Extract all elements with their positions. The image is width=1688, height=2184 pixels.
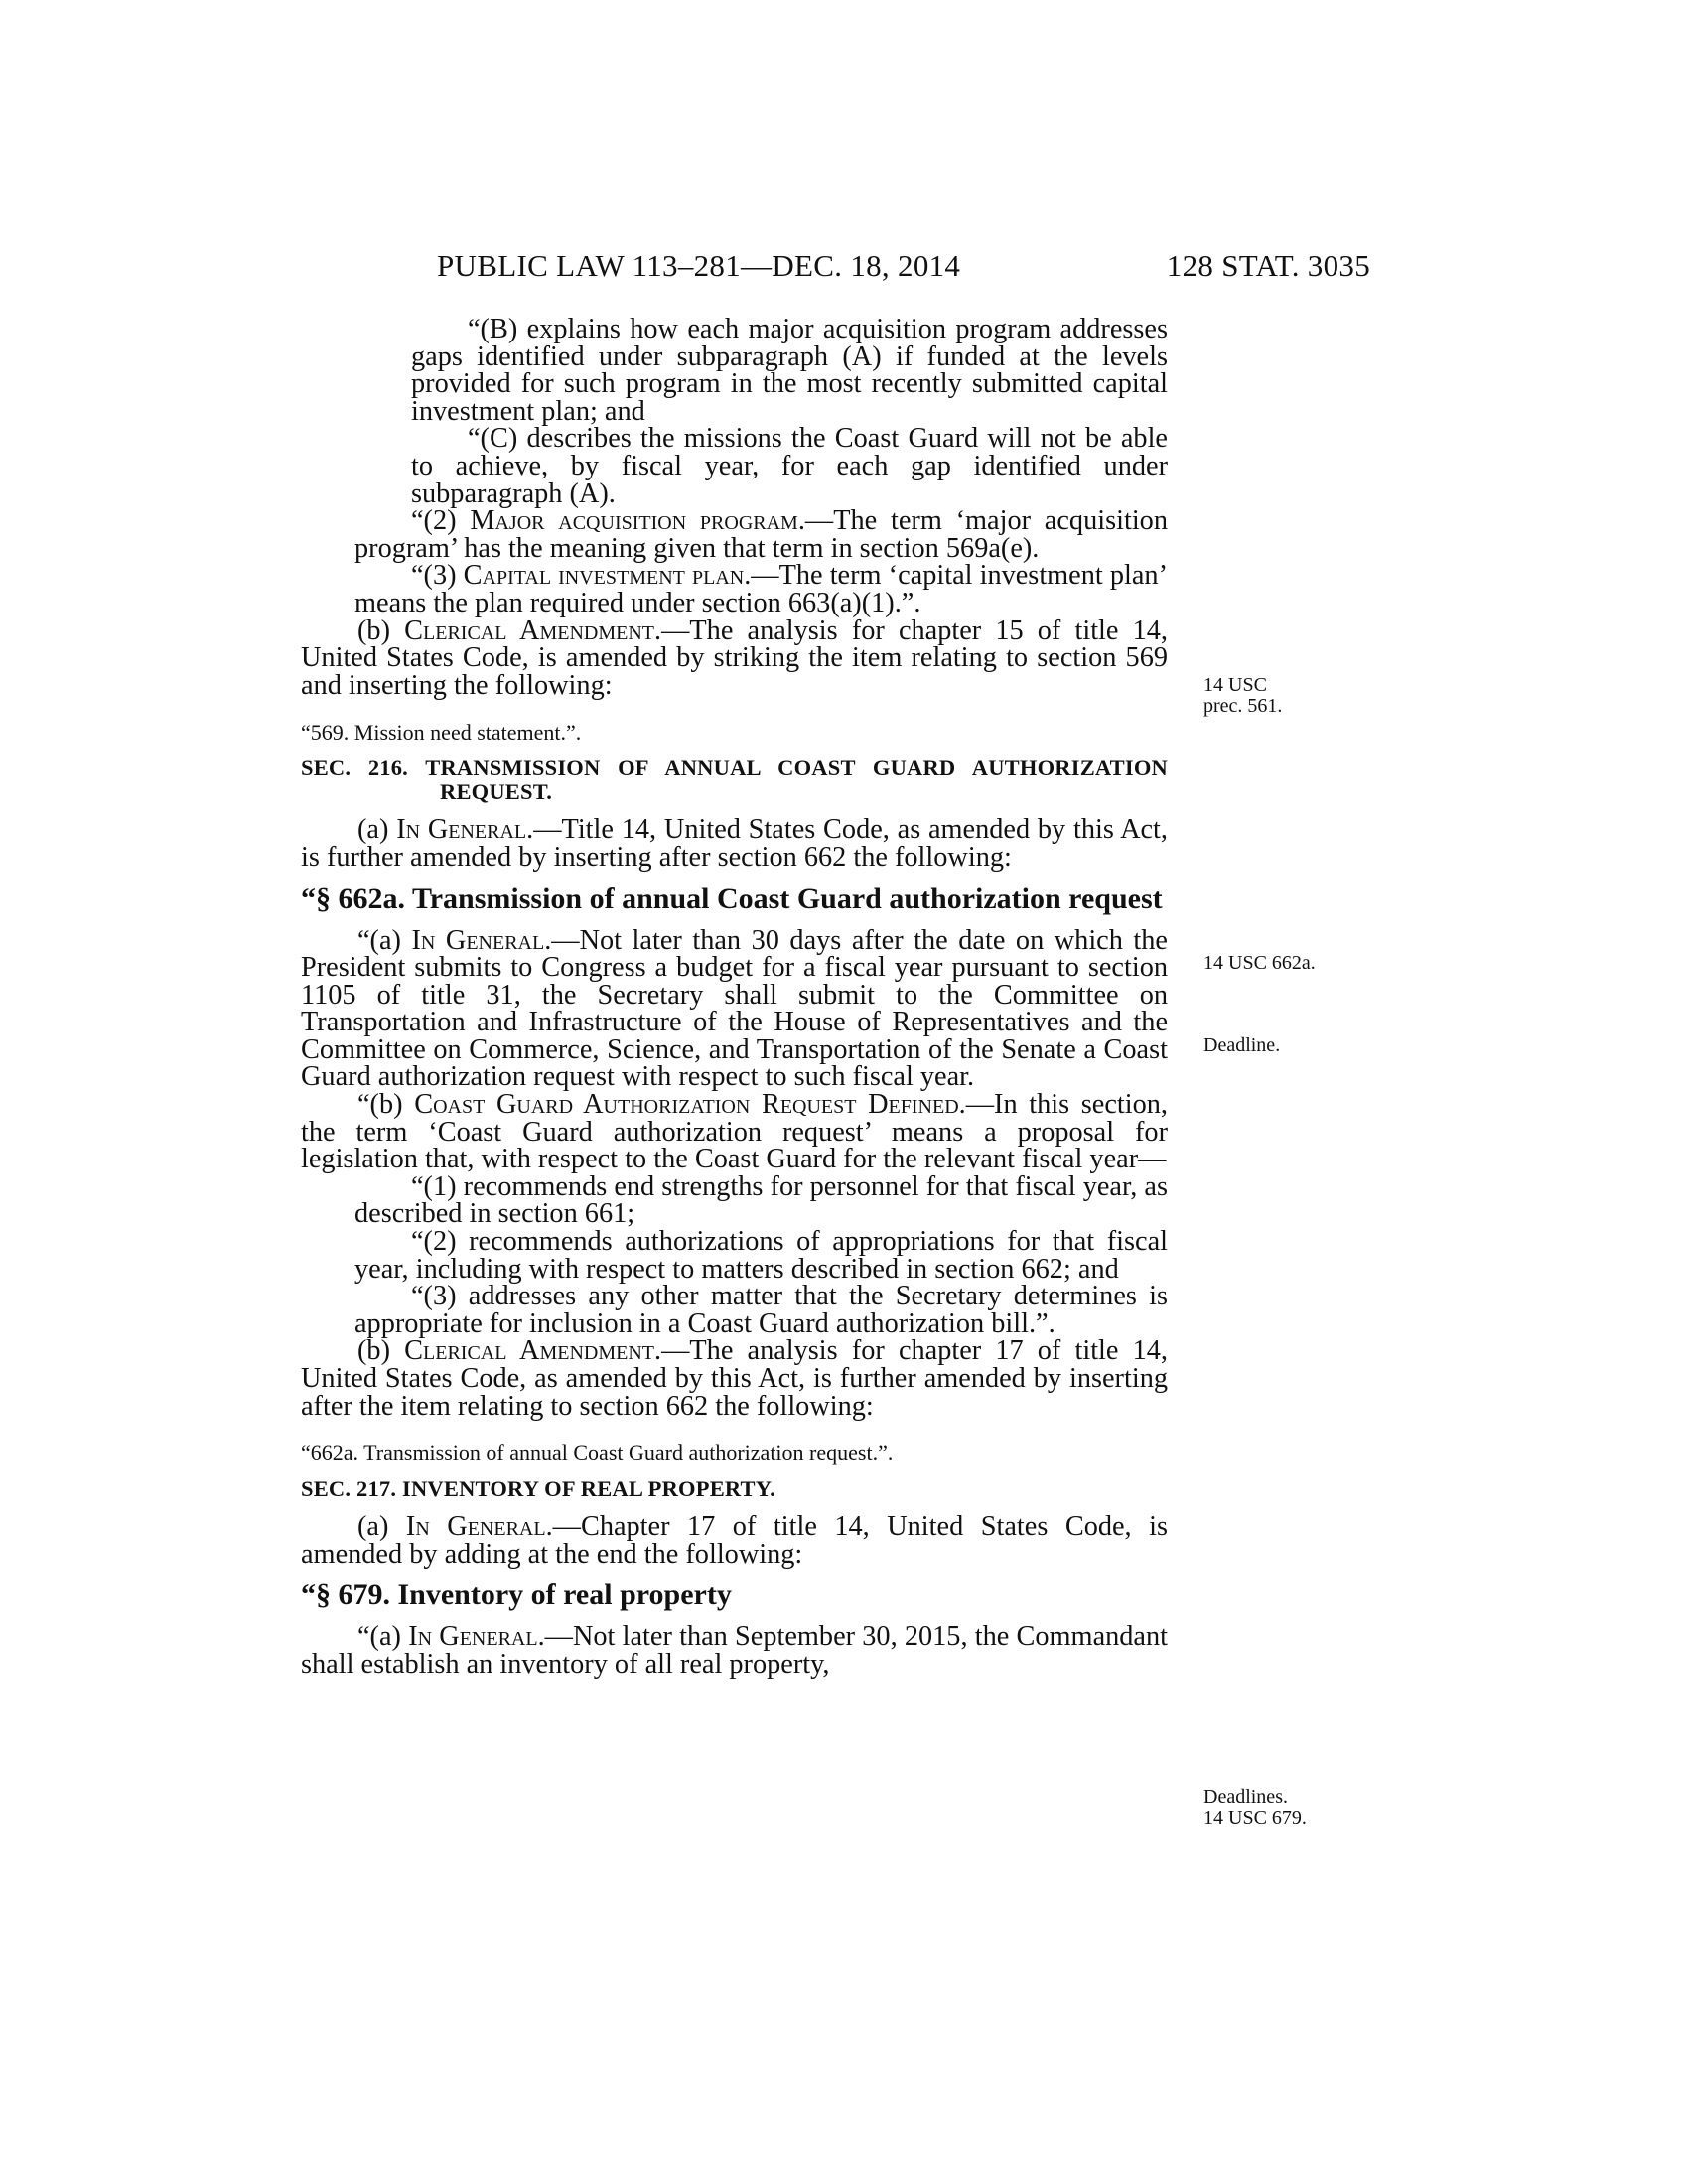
paragraph-a-in-general-216: (a) In General.—Title 14, United States Code, as amended by this Act, is further amended by inserting after section 662 the following: (301, 814, 1168, 873)
paragraph-2-major-acquisition: “(2) Major acquisition program.—The term ‘major acquisition program’ has the meaning given that term in section 569a(e). (354, 505, 1168, 564)
running-header (437, 248, 1370, 288)
margin-note-14-usc-662a: 14 USC 662a. (1203, 952, 1316, 974)
statute-body (301, 316, 1168, 1679)
paragraph-b-clerical-amendment-216: (b) Clerical Amendment.—The analysis for chapter 17 of title 14, United States Code, as amended by this Act, is further amended by inserting after the item relating to section 662 the following: (301, 1335, 1168, 1422)
statute-page-number: 128 STAT. 3035 (1166, 248, 1370, 283)
section-216-heading: SEC. 216. TRANSMISSION OF ANNUAL COAST GUARD AUTHORIZATION REQUEST. (301, 755, 1168, 805)
section-217-heading: SEC. 217. INVENTORY OF REAL PROPERTY. (301, 1476, 775, 1502)
section-679-heading: “§ 679. Inventory of real property (301, 1578, 732, 1612)
paragraph-a-in-general-217: (a) In General.—Chapter 17 of title 14, United States Code, is amended by adding at the end the following: (301, 1511, 1168, 1570)
table-of-contents-item-662a: “662a. Transmission of annual Coast Guard authorization request.”. (301, 1440, 894, 1466)
section-662a-heading: “§ 662a. Transmission of annual Coast Guard authorization request (301, 882, 1163, 915)
paragraph-a-in-general-679: “(a) In General.—Not later than September 30, 2015, the Commandant shall establish an inventory of all real property, (301, 1621, 1168, 1680)
paragraph-3-other-matter: “(3) addresses any other matter that the Secretary determines is appropriate for inclusion in a Coast Guard authorization bill.”. (354, 1281, 1168, 1339)
public-law-citation: PUBLIC LAW 113–281—DEC. 18, 2014 (437, 248, 961, 283)
paragraph-b-explains: “(B) explains how each major acquisition program addresses gaps identified under subparagraph (A) if funded at the levels provided for such program in the most recently submitted capital investment plan; and (411, 314, 1168, 427)
paragraph-b-clerical-amendment: (b) Clerical Amendment.—The analysis for chapter 15 of title 14, United States Code, is amended by striking the item relating to section 569 and inserting the following: (301, 614, 1168, 701)
paragraph-c-describes: “(C) describes the missions the Coast Guard will not be able to achieve, by fiscal year, for each gap identified under subparagraph (A). (411, 423, 1168, 509)
table-of-contents-item-569: “569. Mission need statement.”. (301, 720, 582, 746)
paragraph-b-request-defined: “(b) Coast Guard Authorization Request Defined.—In this section, the term ‘Coast Guard authorization request’ means a proposal for legislation that, with respect to the Coast Guard for the relevant fiscal year— (301, 1089, 1169, 1175)
margin-note-14-usc-prec-561: 14 USC prec. 561. (1203, 674, 1283, 717)
margin-note-deadline: Deadline. (1203, 1034, 1281, 1056)
margin-note-deadlines-14-usc-679: Deadlines. 14 USC 679. (1203, 1786, 1307, 1829)
paragraph-a-in-general-662a: “(a) In General.—Not later than 30 days after the date on which the President submits to Congress a budget for a fiscal year pursuant to section 1105 of title 31, the Secretary shall submit to the Committee on Transportation and Infrastructure of the House of Representatives and the Committee on Commerce, Science, and Transportation of the Senate a Coast Guard authorization request with respect to such fiscal year. (301, 924, 1168, 1093)
paragraph-3-capital-investment: “(3) Capital investment plan.—The term ‘capital investment plan’ means the plan required under section 663(a)(1).”. (354, 560, 1168, 618)
paragraph-2-authorizations: “(2) recommends authorizations of appropriations for that fiscal year, including with respect to matters described in section 662; and (354, 1226, 1168, 1285)
paragraph-1-end-strengths: “(1) recommends end strengths for personnel for that fiscal year, as described in section 661; (354, 1170, 1168, 1230)
